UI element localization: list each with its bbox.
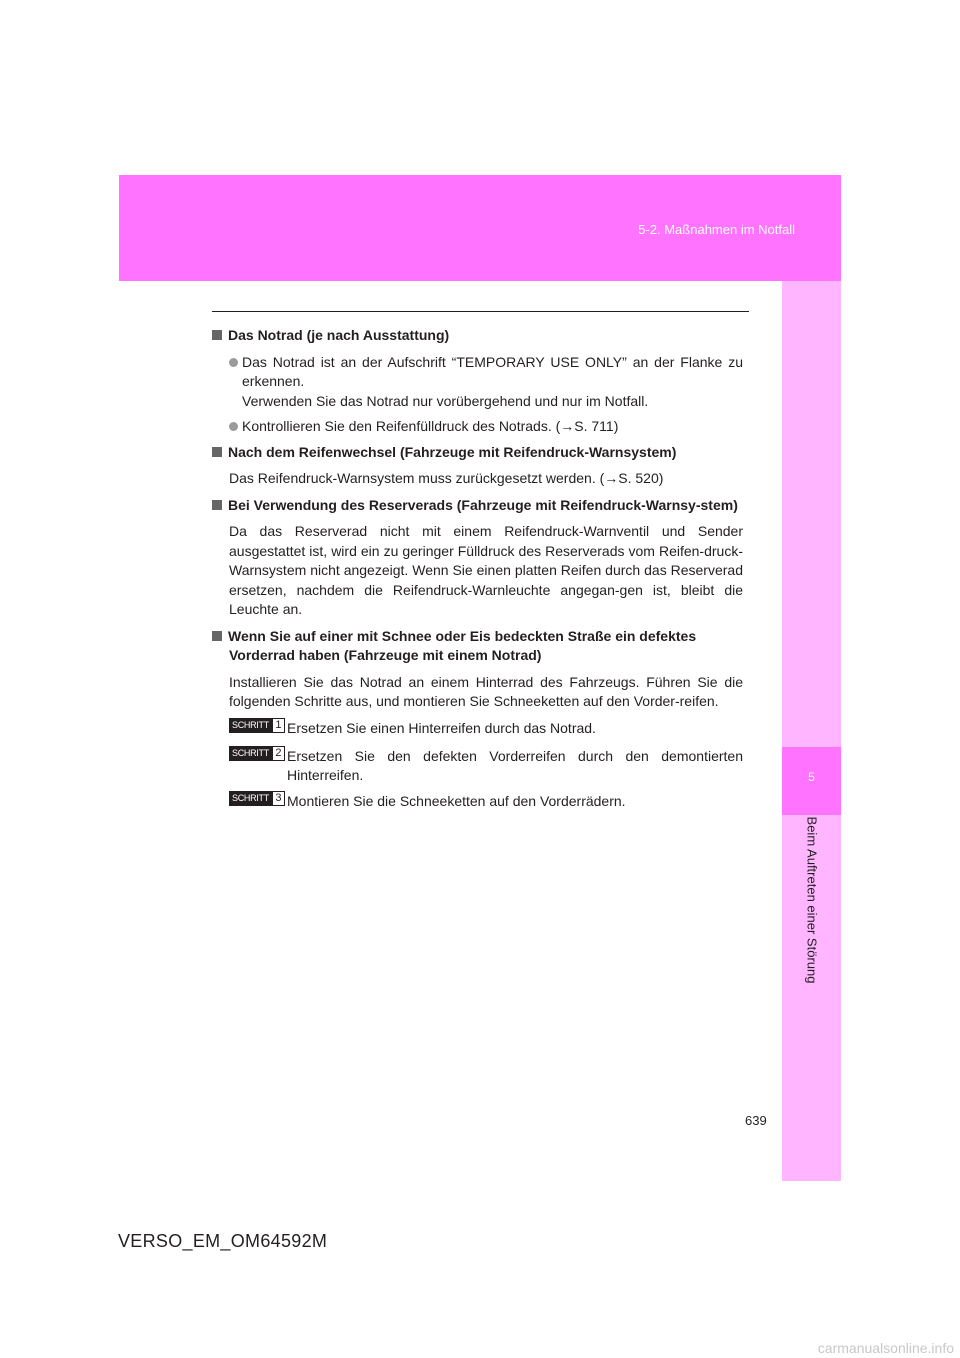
chapter-label: Beim Auftreten einer Störung	[804, 816, 820, 984]
paragraph: Das Reifendruck-Warnsystem muss zurückgesetzt werden. (→S. 520)	[229, 470, 664, 486]
header-band	[119, 175, 841, 281]
square-bullet-icon	[212, 500, 222, 510]
section-heading: Bei Verwendung des Reserverads (Fahrzeuge mit Reifendruck-Warnsy-stem)	[212, 496, 743, 516]
section-heading: Nach dem Reifenwechsel (Fahrzeuge mit Reifendruck-Warnsystem)	[212, 443, 743, 463]
circle-bullet-icon	[229, 358, 238, 367]
document-code: VERSO_EM_OM64592M	[118, 1231, 328, 1251]
square-bullet-icon	[212, 631, 222, 641]
section-heading: Das Notrad (je nach Ausstattung)	[212, 326, 743, 346]
chapter-tab: 5	[782, 747, 841, 815]
bullet-item: Das Notrad ist an der Aufschrift “TEMPORARY USE ONLY” an der Flanke zu erkennen. Verwenden Sie das Notrad nur vorübergehend und nur im Notfall.	[229, 353, 743, 412]
step-badge: SCHRITT 2	[229, 746, 285, 761]
page-content	[212, 326, 743, 820]
square-bullet-icon	[212, 330, 222, 340]
step-item: SCHRITT 1 Ersetzen Sie einen Hinterreifen durch das Notrad.	[229, 719, 743, 741]
step-badge: SCHRITT 1	[229, 718, 285, 733]
step-item: SCHRITT 3 Montieren Sie die Schneeketten auf den Vorderrädern.	[229, 792, 743, 814]
paragraph: Da das Reserverad nicht mit einem Reifendruck-Warnventil und Sender ausgestattet ist, wird ein zu geringer Fülldruck des Reserverads vom Reifen-druck-Warnsystem nicht angezeigt. Wenn Sie einen platten Reifen durch das Reserverad ersetzen, nachdem die Reifendruck-Warnleuchte angegan-gen ist, bleibt die Leuchte an.	[229, 523, 743, 617]
step-badge: SCHRITT 3	[229, 791, 285, 806]
page-number: 639	[745, 1113, 767, 1128]
section-heading: Wenn Sie auf einer mit Schnee oder Eis bedeckten Straße ein defektes Vorderrad haben (Fahrzeuge mit einem Notrad)	[212, 627, 743, 666]
side-strip	[782, 281, 841, 1181]
divider-rule	[212, 311, 749, 312]
circle-bullet-icon	[229, 422, 238, 431]
watermark: carmanualsonline.info	[817, 1340, 954, 1356]
section-title: 5-2. Maßnahmen im Notfall	[638, 222, 795, 237]
step-item: SCHRITT 2 Ersetzen Sie den defekten Vorderreifen durch den demontierten Hinterreifen.	[229, 747, 743, 786]
bullet-item: Kontrollieren Sie den Reifenfülldruck des Notrads. (→S. 711)	[229, 417, 743, 437]
paragraph: Installieren Sie das Notrad an einem Hinterrad des Fahrzeugs. Führen Sie die folgenden Schritte aus, und montieren Sie Schneeketten auf den Vorder-reifen.	[229, 673, 743, 709]
square-bullet-icon	[212, 447, 222, 457]
